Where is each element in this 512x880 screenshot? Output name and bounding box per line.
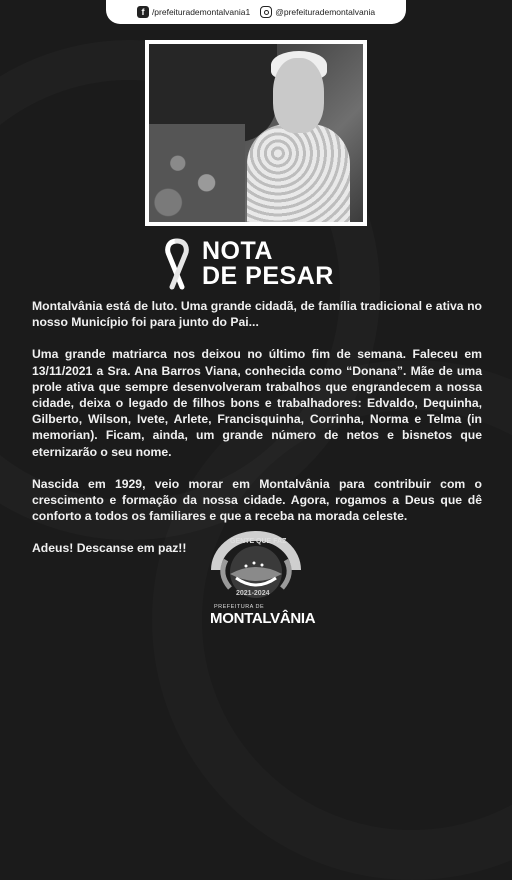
instagram-link[interactable] xyxy=(260,6,375,18)
paragraph-4: Adeus! Descanse em paz!! xyxy=(32,541,187,556)
logo-prefix: PREFEITURA DE xyxy=(214,604,265,610)
logo-city-name: MONTALVÂNIA xyxy=(210,610,316,627)
portrait-image xyxy=(149,44,363,222)
facebook-icon: f xyxy=(137,6,149,18)
facebook-handle: /prefeiturademontalvania1 xyxy=(151,7,251,17)
mourning-ribbon-icon xyxy=(160,237,194,291)
paragraph-2: Uma grande matriarca nos deixou no último fim de semana. Faleceu em 13/11/2021 a Sra. Ana Barros Viana, conhecida como “Donana”. Mãe de uma prole ativa que sempre desenvolveram trabalhos que engrandecem a nossa cidade, deixa o legado de filhos bons e trabalhadores: Edvaldo, Dequinha, Gilberto, Wilson, Ivete, Arlete, Francisquinha, Corrinha, Norma e Telma (in memorian). Ficam, ainda, um grande número de netos e bisnetos que eternizarão o seu nome. xyxy=(32,347,482,459)
title-line-2: DE PESAR xyxy=(202,262,334,290)
portrait-photo xyxy=(145,40,367,226)
paragraph-3: Nascida em 1929, veio morar em Montalvânia para contribuir com o crescimento e formação da nossa cidade. Agora, rogamos a Deus que dê conforto a todos os familiares e que a receba na morada celeste. xyxy=(32,476,482,524)
instagram-icon xyxy=(260,6,272,18)
logo-slogan: GENTE QUE FAZ xyxy=(230,538,287,545)
title-block xyxy=(160,236,334,292)
facebook-link[interactable] xyxy=(137,6,250,18)
instagram-handle: @prefeiturademontalvania xyxy=(275,7,376,17)
paragraph-1: Montalvânia está de luto. Uma grande cidadã, de família tradicional e ativa no nosso Município foi para junto do Pai... xyxy=(32,299,482,330)
logo-text xyxy=(210,604,320,627)
city-logo xyxy=(196,530,316,636)
social-bar xyxy=(106,0,406,24)
title-line-1: NOTA xyxy=(202,237,273,265)
page-title xyxy=(202,239,334,289)
logo-years: 2021-2024 xyxy=(236,590,270,597)
